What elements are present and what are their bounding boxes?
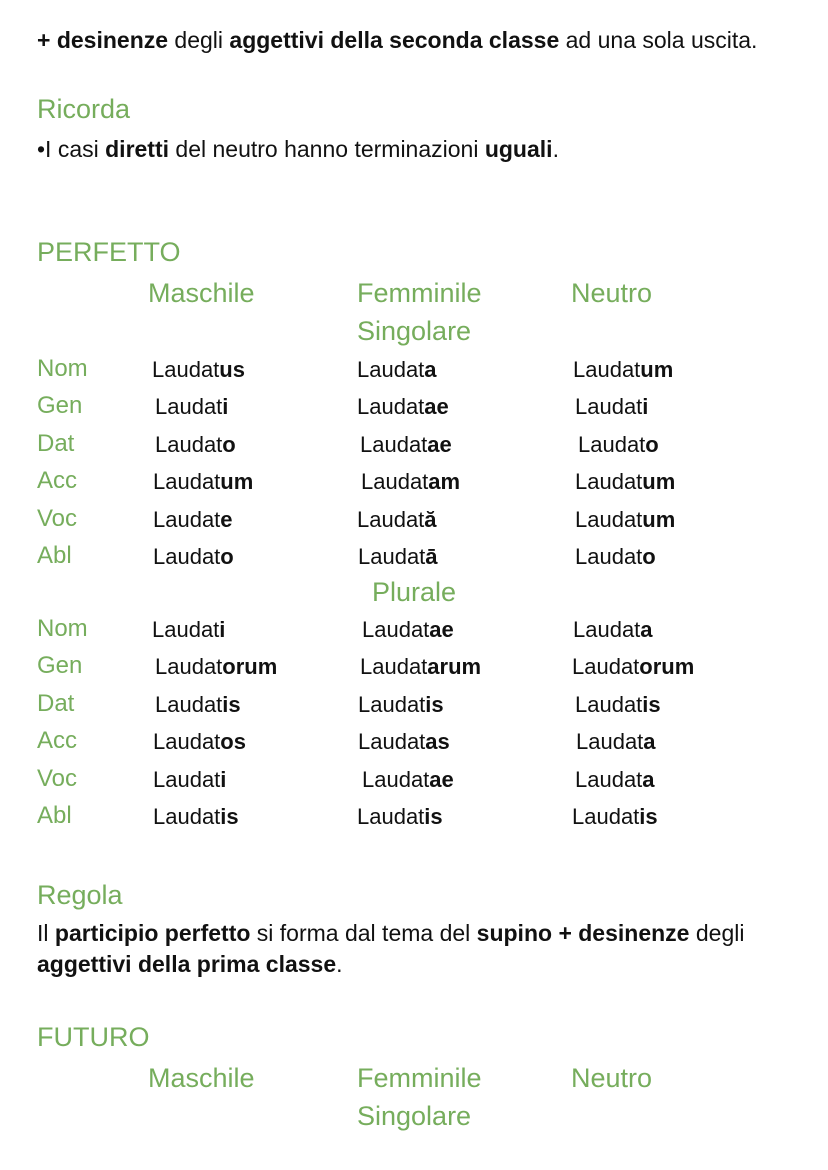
- plurale-form-cell: [572, 654, 694, 680]
- stem: Laudat: [153, 469, 221, 495]
- plurale-form-cell: [152, 617, 225, 643]
- futuro-heading: FUTURO: [37, 1022, 150, 1052]
- stem: Laudat: [153, 544, 221, 569]
- ending: as: [425, 729, 450, 755]
- perfetto-plurale-label: Plurale: [372, 577, 457, 607]
- ending: um: [640, 357, 674, 382]
- plurale-form-cell: [357, 804, 443, 830]
- ending: i: [222, 394, 229, 420]
- regola-paragraph: Il participio perfetto si forma dal tema del supino + desinenze degli aggettivi della prima classe.: [37, 920, 745, 977]
- ending: i: [219, 617, 226, 642]
- singolare-form-cell: [573, 357, 673, 383]
- stem: Laudat: [358, 544, 426, 569]
- ending: ae: [424, 394, 449, 420]
- singolare-form-cell: [155, 394, 228, 420]
- futuro-singolare-label: Singolare: [357, 1101, 472, 1131]
- singolare-case-label: Acc: [37, 467, 78, 495]
- plurale-form-cell: [572, 804, 658, 830]
- ending: e: [220, 506, 233, 532]
- ending: is: [425, 691, 444, 717]
- ending: orum: [639, 654, 695, 680]
- perfetto-col-neutro: Neutro: [571, 278, 653, 308]
- plurale-case-label: Nom: [37, 615, 88, 642]
- ending: orum: [222, 654, 278, 680]
- stem: Laudat: [153, 766, 221, 792]
- stem: Laudat: [153, 804, 221, 829]
- stem: Laudat: [572, 804, 640, 829]
- stem: Laudat: [362, 766, 430, 792]
- plurale-form-cell: [362, 617, 454, 643]
- singolare-form-cell: [575, 507, 675, 533]
- stem: Laudat: [575, 394, 643, 420]
- plurale-case-label: Gen: [37, 652, 83, 680]
- stem: Laudat: [576, 729, 644, 755]
- stem: Laudat: [357, 804, 425, 829]
- stem: Laudat: [155, 431, 223, 457]
- stem: Laudat: [155, 394, 223, 420]
- singolare-form-cell: [575, 469, 675, 495]
- ending: a: [424, 357, 437, 382]
- stem: Laudat: [575, 544, 643, 569]
- stem: Laudat: [573, 357, 641, 382]
- ending: a: [643, 729, 656, 755]
- plurale-form-cell: [153, 729, 246, 755]
- plurale-form-cell: [576, 729, 656, 755]
- ending: ae: [427, 431, 452, 457]
- singolare-form-cell: [575, 394, 648, 420]
- futuro-col-femminile: Femminile: [357, 1063, 482, 1093]
- plurale-form-cell: [358, 729, 450, 755]
- intro-paragraph: + desinenze degli aggettivi della seconda classe ad una sola uscita.: [37, 27, 758, 53]
- plurale-form-cell: [155, 654, 277, 680]
- singolare-form-cell: [152, 357, 245, 383]
- stem: Laudat: [155, 691, 223, 717]
- ending: o: [220, 544, 234, 569]
- stem: Laudat: [360, 654, 428, 680]
- singolare-form-cell: [360, 432, 452, 458]
- ending: is: [642, 691, 661, 717]
- ending: i: [642, 394, 649, 420]
- ricorda-paragraph: •I casi diretti del neutro hanno terminazioni uguali.: [37, 136, 559, 162]
- ending: um: [642, 506, 676, 532]
- stem: Laudat: [152, 617, 220, 642]
- plurale-form-cell: [575, 767, 655, 793]
- plurale-case-label: Acc: [37, 727, 78, 755]
- ending: is: [424, 804, 443, 829]
- singolare-form-cell: [358, 544, 438, 570]
- plurale-case-label: Voc: [37, 764, 78, 792]
- singolare-form-cell: [578, 432, 659, 458]
- singolare-form-cell: [357, 507, 437, 533]
- ending: is: [639, 804, 658, 829]
- stem: Laudat: [153, 506, 221, 532]
- ending: arum: [427, 654, 482, 680]
- ending: is: [222, 691, 241, 717]
- futuro-col-neutro: Neutro: [571, 1063, 653, 1093]
- ending: ă: [424, 506, 437, 532]
- stem: Laudat: [358, 729, 426, 755]
- regola-heading: Regola: [37, 880, 123, 910]
- futuro-col-maschile: Maschile: [148, 1063, 255, 1093]
- ending: ā: [425, 544, 438, 569]
- stem: Laudat: [362, 617, 430, 642]
- perfetto-heading: PERFETTO: [37, 237, 181, 267]
- singolare-case-label: Dat: [37, 429, 75, 457]
- perfetto-col-femminile: Femminile: [357, 278, 482, 308]
- ending: is: [220, 804, 239, 829]
- stem: Laudat: [578, 431, 646, 457]
- ending: o: [645, 431, 659, 457]
- singolare-form-cell: [155, 432, 236, 458]
- stem: Laudat: [152, 357, 220, 382]
- singolare-form-cell: [153, 507, 233, 533]
- singolare-form-cell: [357, 394, 449, 420]
- singolare-case-label: Abl: [37, 542, 72, 569]
- stem: Laudat: [357, 357, 425, 382]
- ending: o: [642, 544, 656, 569]
- singolare-case-label: Nom: [37, 355, 88, 382]
- ending: i: [220, 766, 227, 792]
- plurale-form-cell: [153, 804, 239, 830]
- ending: o: [222, 431, 236, 457]
- ending: a: [642, 766, 655, 792]
- ending: um: [220, 469, 254, 495]
- singolare-case-label: Voc: [37, 504, 78, 532]
- plurale-form-cell: [358, 692, 444, 718]
- ending: a: [640, 617, 653, 642]
- ending: am: [428, 469, 461, 495]
- singolare-form-cell: [153, 544, 234, 570]
- stem: Laudat: [575, 766, 643, 792]
- ending: os: [220, 729, 246, 755]
- ending: um: [642, 469, 676, 495]
- singolare-form-cell: [357, 357, 437, 383]
- plurale-form-cell: [573, 617, 653, 643]
- stem: Laudat: [357, 506, 425, 532]
- stem: Laudat: [358, 691, 426, 717]
- perfetto-col-maschile: Maschile: [148, 278, 255, 308]
- ending: ae: [429, 766, 454, 792]
- stem: Laudat: [357, 394, 425, 420]
- stem: Laudat: [572, 654, 640, 680]
- stem: Laudat: [153, 729, 221, 755]
- stem: Laudat: [360, 431, 428, 457]
- ending: us: [219, 357, 245, 382]
- plurale-form-cell: [360, 654, 481, 680]
- plurale-form-cell: [575, 692, 661, 718]
- stem: Laudat: [575, 691, 643, 717]
- plurale-case-label: Abl: [37, 802, 72, 829]
- perfetto-singolare-label: Singolare: [357, 316, 472, 346]
- stem: Laudat: [155, 654, 223, 680]
- stem: Laudat: [573, 617, 641, 642]
- plurale-case-label: Dat: [37, 689, 75, 717]
- stem: Laudat: [361, 469, 429, 495]
- stem: Laudat: [575, 469, 643, 495]
- plurale-form-cell: [155, 692, 241, 718]
- stem: Laudat: [575, 506, 643, 532]
- singolare-form-cell: [575, 544, 656, 570]
- ending: ae: [429, 617, 454, 642]
- singolare-form-cell: [153, 469, 253, 495]
- singolare-form-cell: [361, 469, 460, 495]
- ricorda-heading: Ricorda: [37, 94, 131, 124]
- singolare-case-label: Gen: [37, 392, 83, 420]
- plurale-form-cell: [362, 767, 454, 793]
- plurale-form-cell: [153, 767, 226, 793]
